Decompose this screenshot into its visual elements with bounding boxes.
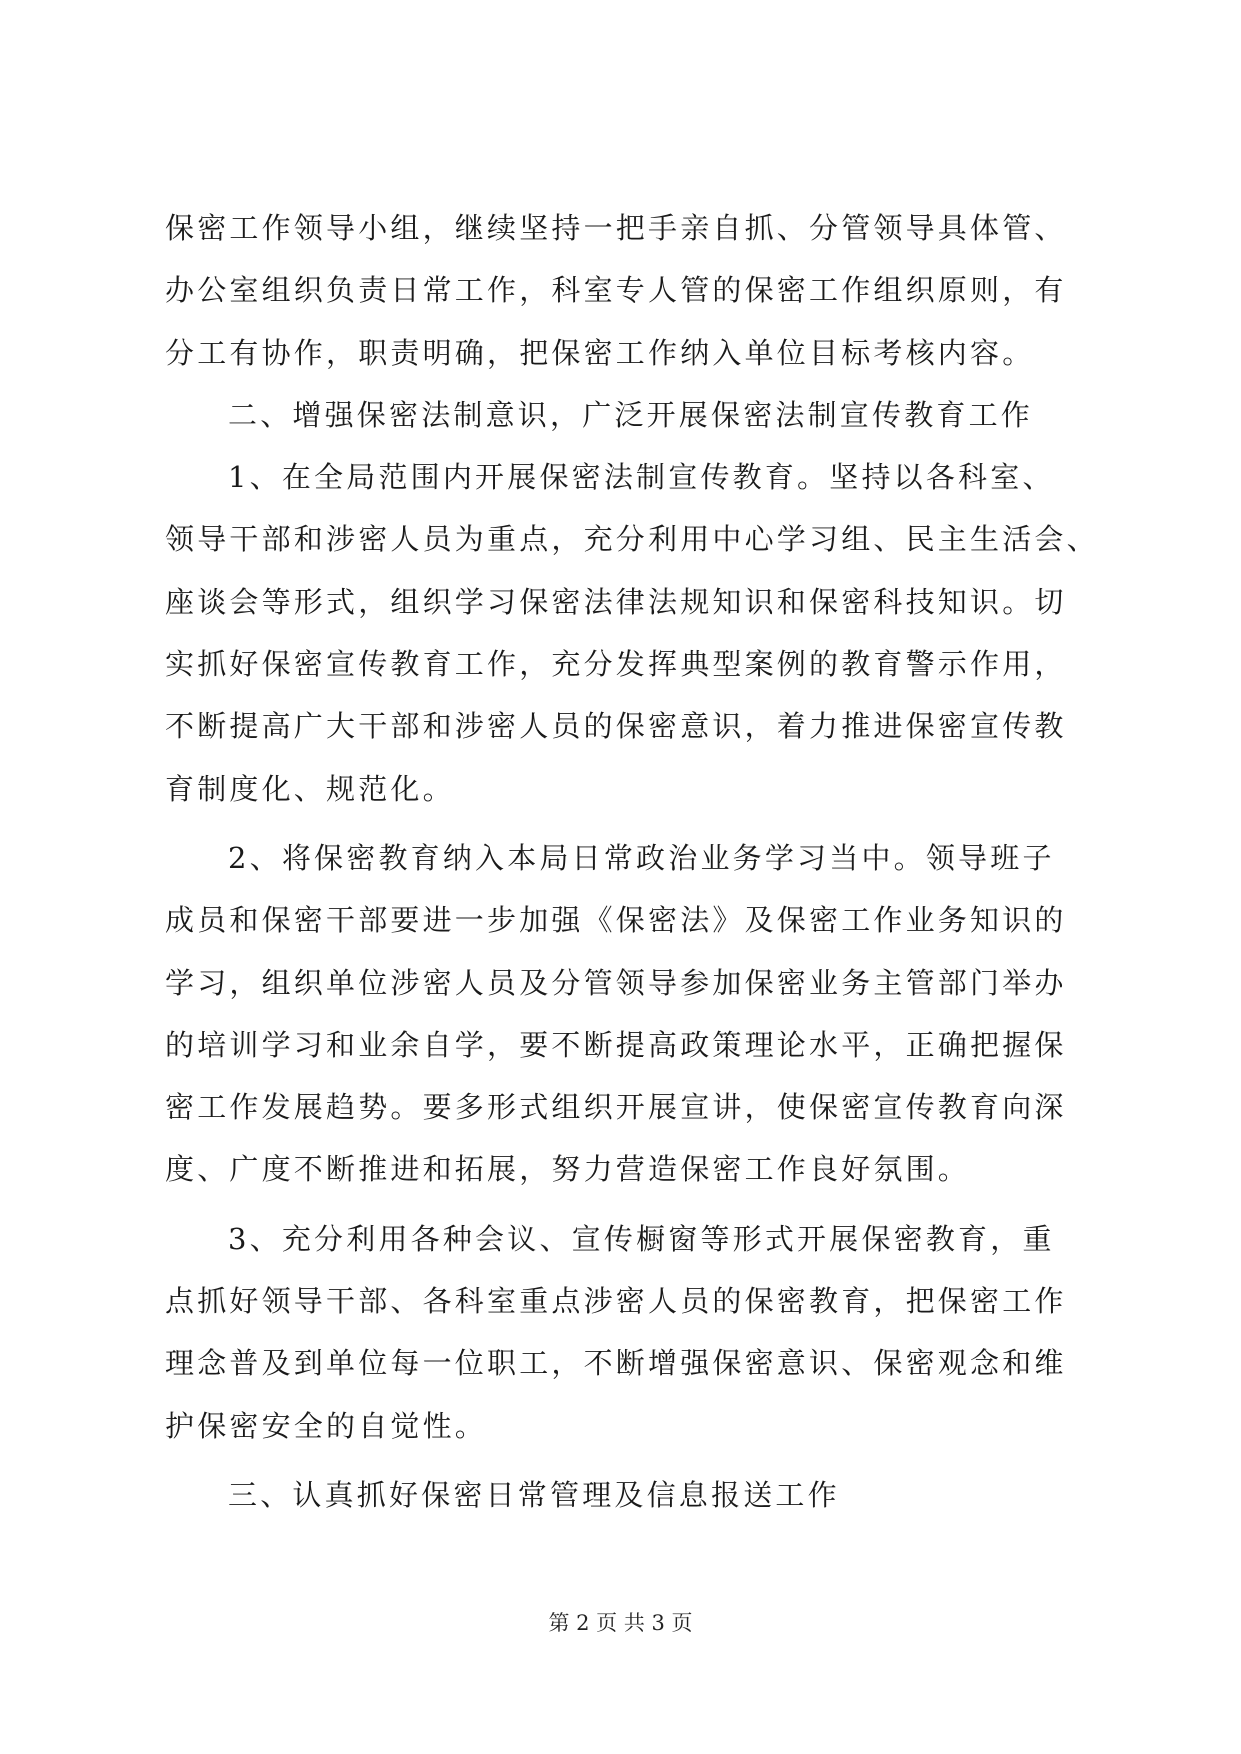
text-line: 1、在全局范围内开展保密法制宣传教育。坚持以各科室、 xyxy=(228,460,1055,495)
text-line: 不断提高广大干部和涉密人员的保密意识，着力推进保密宣传教 xyxy=(165,709,1067,744)
text-line: 点抓好领导干部、各科室重点涉密人员的保密教育，把保密工作 xyxy=(165,1284,1067,1319)
text-line: 3、充分利用各种会议、宣传橱窗等形式开展保密教育，重 xyxy=(228,1221,1055,1256)
paragraph-item-2 xyxy=(165,827,1080,1201)
paragraph-item-1 xyxy=(165,446,1099,820)
text-line: 领导干部和涉密人员为重点，充分利用中心学习组、民主生活会、 xyxy=(165,522,1099,557)
paragraph-gap xyxy=(165,1457,1080,1464)
text-line: 密工作发展趋势。要多形式组织开展宣讲，使保密宣传教育向深 xyxy=(165,1090,1067,1125)
text-line: 育制度化、规范化。 xyxy=(165,771,455,806)
paragraph-item-3 xyxy=(165,1208,1080,1457)
text-line: 理念普及到单位每一位职工，不断增强保密意识、保密观念和维 xyxy=(165,1346,1067,1381)
section-heading-2 xyxy=(165,384,1080,446)
text-line: 学习，组织单位涉密人员及分管领导参加保密业务主管部门举办 xyxy=(165,965,1067,1000)
document-body xyxy=(165,197,1099,1526)
heading-line: 二、增强保密法制意识，广泛开展保密法制宣传教育工作 xyxy=(228,397,1034,432)
text-line: 度、广度不断推进和拓展，努力营造保密工作良好氛围。 xyxy=(165,1152,971,1187)
text-line: 办公室组织负责日常工作，科室专人管的保密工作组织原则，有 xyxy=(165,273,1067,308)
heading-line: 三、认真抓好保密日常管理及信息报送工作 xyxy=(228,1477,840,1512)
text-line: 的培训学习和业余自学，要不断提高政策理论水平，正确把握保 xyxy=(165,1027,1067,1062)
page-number-label: 第 2 页 共 3 页 xyxy=(548,1611,693,1635)
text-line: 实抓好保密宣传教育工作，充分发挥典型案例的教育警示作用， xyxy=(165,647,1067,682)
section-heading-3 xyxy=(165,1464,1080,1526)
page-footer xyxy=(0,1609,1241,1637)
paragraph-gap xyxy=(165,820,1080,827)
text-line: 分工有协作，职责明确，把保密工作纳入单位目标考核内容。 xyxy=(165,335,1035,370)
text-line: 保密工作领导小组，继续坚持一把手亲自抓、分管领导具体管、 xyxy=(165,211,1067,245)
text-line: 2、将保密教育纳入本局日常政治业务学习当中。领导班子 xyxy=(228,840,1055,875)
paragraph-gap xyxy=(165,1201,1080,1208)
text-line: 护保密安全的自觉性。 xyxy=(165,1408,488,1443)
paragraph-continuation xyxy=(165,197,1080,384)
text-line: 座谈会等形式，组织学习保密法律法规知识和保密科技知识。切 xyxy=(165,584,1067,619)
text-line: 成员和保密干部要进一步加强《保密法》及保密工作业务知识的 xyxy=(165,903,1067,938)
